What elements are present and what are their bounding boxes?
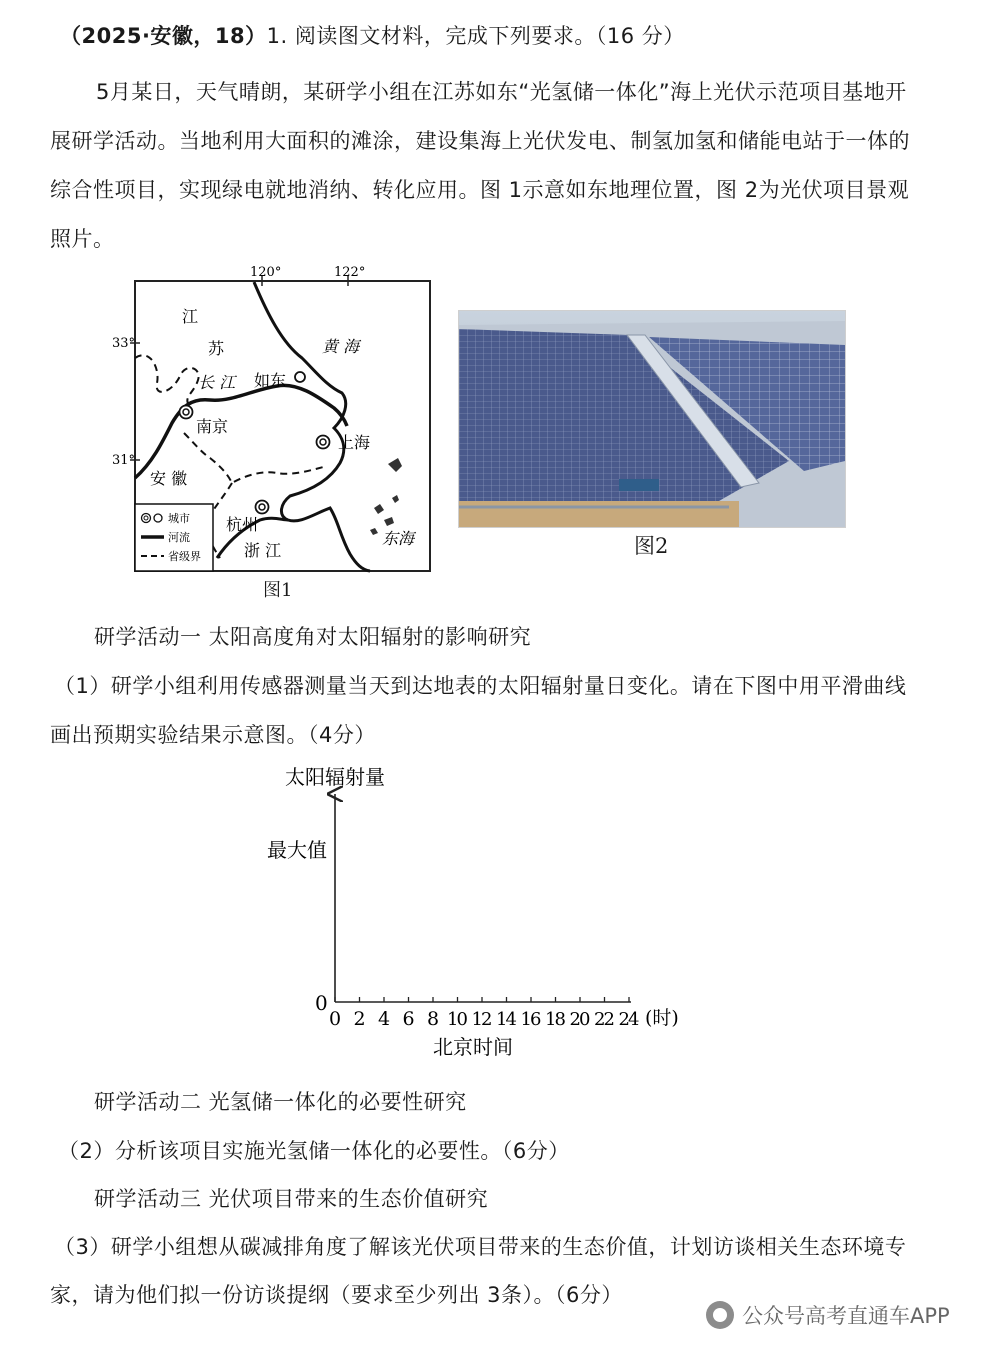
shanghai-marker: [317, 436, 330, 449]
lat-label-33: 33°: [112, 336, 136, 351]
y-tick-max: 最大值: [267, 838, 327, 862]
question-source: （2025·安徽，18）: [60, 24, 267, 48]
activity2-title: 研学活动二 光氢储一体化的必要性研究: [94, 1090, 467, 1114]
label-nanjing: 南京: [196, 417, 229, 436]
x-tick-label: 6: [402, 1008, 415, 1030]
y-tick-zero: 0: [315, 991, 328, 1015]
x-tick-label: 12: [471, 1009, 493, 1030]
x-axis-label: 北京时间: [433, 1035, 513, 1059]
shore-mudflat: [459, 501, 739, 527]
nanjing-marker: [180, 406, 193, 419]
legend-river-label: 河流: [168, 531, 190, 544]
intro-line-1: 5月某日，天气晴朗，某研学小组在江苏如东“光氢储一体化”海上光伏示范项目基地开: [96, 80, 907, 104]
label-shanghai: 上海: [338, 433, 371, 452]
intro-line-3: 综合性项目，实现绿电就地消纳、转化应用。图 1示意如东地理位置，图 2为光伏项目景观: [50, 178, 910, 202]
x-tick-label: 14: [496, 1009, 517, 1030]
x-tick-label: 18: [545, 1009, 566, 1030]
hangzhou-marker: [256, 501, 269, 514]
label-jiang: 江: [182, 307, 199, 326]
x-tick-label: 22: [594, 1009, 615, 1030]
label-zhejiang: 浙 江: [244, 541, 282, 560]
q3-line-2: 家，请为他们拟一份访谈提纲（要求至少列出 3条）。（6分）: [50, 1283, 623, 1307]
x-tick-label: 8: [426, 1008, 440, 1030]
wechat-logo-icon: [706, 1301, 734, 1329]
label-east-sea: 东海: [382, 529, 415, 548]
x-tick-label: 0: [328, 1008, 342, 1030]
q1-line-2: 画出预期实验结果示意图。（4分）: [50, 723, 376, 747]
lon-label-122: 122°: [334, 265, 366, 280]
activity1-title: 研学活动一 太阳高度角对太阳辐射的影响研究: [94, 625, 532, 649]
label-yellow-sea: 黄 海: [322, 337, 360, 356]
rudong-marker: [295, 372, 305, 382]
x-tick-label: 24: [618, 1009, 640, 1030]
label-anhui: 安 徽: [150, 469, 188, 488]
x-tick-label: 10: [447, 1009, 468, 1030]
lon-label-120: 120°: [250, 265, 282, 280]
intro-line-4: 照片。: [50, 227, 115, 251]
x-tick-label: 20: [569, 1009, 591, 1030]
legend-boundary-label: 省级界: [168, 550, 201, 563]
solar-farm-photo: [458, 310, 846, 528]
rudong-location-map: [112, 258, 442, 603]
x-tick-label: 2: [353, 1008, 366, 1030]
q3-line-1: （3）研学小组想从碳减排角度了解该光伏项目带来的生态价值，计划访谈相关生态环境专: [54, 1235, 907, 1259]
x-tick-label: 16: [520, 1009, 542, 1030]
figure1-caption: 图1: [263, 580, 293, 601]
watermark: [706, 1300, 950, 1330]
figure2-caption: 图2: [634, 534, 669, 558]
legend-city-label: 城市: [168, 512, 190, 525]
intro-line-2: 展研学活动。当地利用大面积的滩涂，建设集海上光伏发电、制氢加氢和储能电站于一体的: [50, 129, 910, 153]
lat-label-31: 31°: [112, 453, 136, 468]
activity3-title: 研学活动三 光伏项目带来的生态价值研究: [94, 1187, 489, 1211]
x-axis-unit: (时): [645, 1007, 679, 1029]
q2-text: （2）分析该项目实施光氢储一体化的必要性。（6分）: [58, 1139, 570, 1163]
x-tick-label: 4: [377, 1008, 391, 1030]
label-yangtze: 长 江: [198, 373, 236, 392]
q1-line-1: （1）研学小组利用传感器测量当天到达地表的太阳辐射量日变化。请在下图中用平滑曲线: [54, 674, 907, 698]
question-header: [60, 20, 685, 50]
storage-containers: [619, 479, 659, 491]
solar-radiation-answer-chart[interactable]: [255, 760, 695, 1060]
label-su: 苏: [208, 339, 225, 358]
watermark-text: 公众号高考直通车APP: [742, 1304, 950, 1328]
question-title: 1. 阅读图文材料，完成下列要求。（16 分）: [266, 24, 685, 48]
label-hangzhou: 杭州: [226, 515, 259, 534]
label-rudong: 如东: [254, 371, 287, 390]
y-axis-label: 太阳辐射量: [285, 765, 385, 789]
